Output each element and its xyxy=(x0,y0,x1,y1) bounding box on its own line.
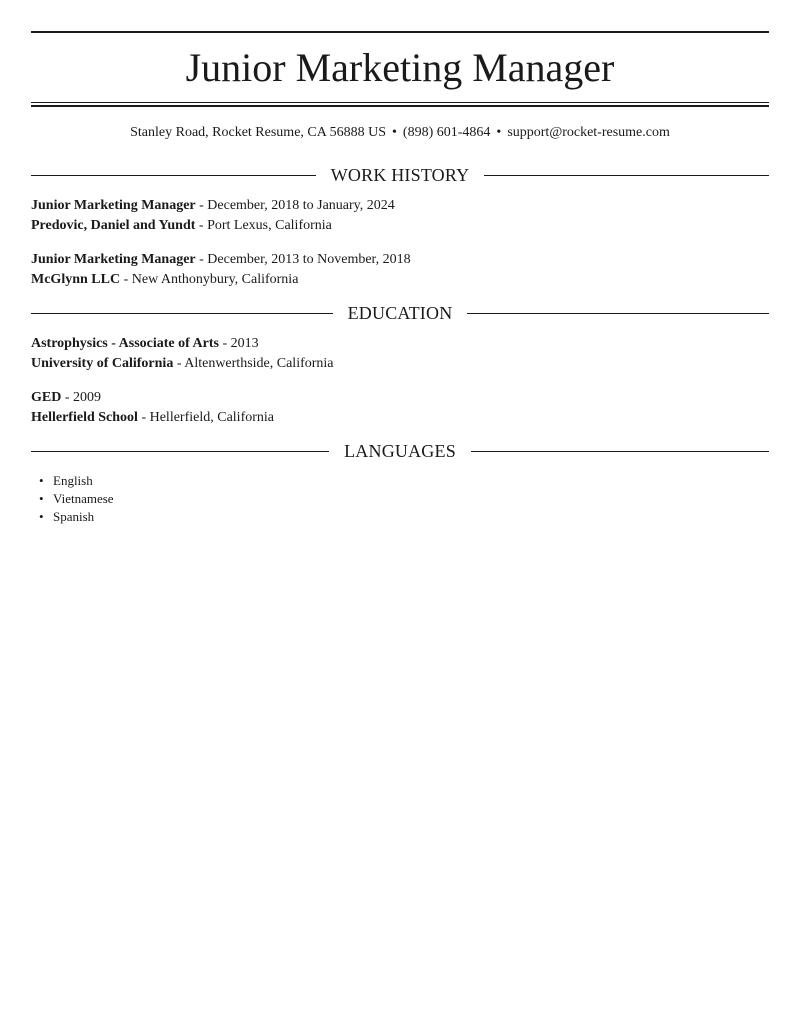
contact-separator: • xyxy=(496,125,502,140)
contact-line xyxy=(31,123,769,143)
education-school-line xyxy=(31,354,769,374)
section-header-languages xyxy=(31,439,769,463)
work-dates: - December, 2013 to November, 2018 xyxy=(195,252,411,267)
section-rule-right xyxy=(484,175,769,176)
work-entry-company-line xyxy=(31,216,769,236)
education-year: - 2009 xyxy=(61,390,102,405)
list-item xyxy=(39,508,114,526)
contact-email: support@rocket-resume.com xyxy=(507,125,670,140)
work-dates: - December, 2018 to January, 2024 xyxy=(195,198,395,213)
title-rule-thick xyxy=(31,105,769,107)
language-name: Spanish xyxy=(53,509,95,524)
education-location: - Altenwerthside, California xyxy=(173,356,334,371)
section-rule-left xyxy=(31,175,316,176)
language-name: Vietnamese xyxy=(53,491,114,506)
list-item xyxy=(39,490,114,508)
work-entry-company-line xyxy=(31,270,769,290)
language-name: English xyxy=(53,473,93,488)
education-school: University of California xyxy=(31,356,174,371)
education-degree-line xyxy=(31,388,769,408)
work-entry-title-line xyxy=(31,250,769,270)
section-rule-left xyxy=(31,451,329,452)
work-role: Junior Marketing Manager xyxy=(31,198,196,213)
education-entry xyxy=(31,334,769,374)
section-header-education xyxy=(31,301,769,325)
resume-title: Junior Marketing Manager xyxy=(185,45,615,90)
contact-separator: • xyxy=(392,125,397,140)
contact-address: Stanley Road, Rocket Resume, CA 56888 US xyxy=(130,125,386,140)
work-company: McGlynn LLC xyxy=(31,272,121,287)
work-entry xyxy=(31,196,769,236)
education-year: - 2013 xyxy=(218,336,259,351)
work-location: - New Anthonybury, California xyxy=(120,272,299,287)
work-role: Junior Marketing Manager xyxy=(31,252,196,267)
languages-list xyxy=(39,472,114,526)
work-company: Predovic, Daniel and Yundt xyxy=(31,218,196,233)
section-rule-right xyxy=(467,313,769,314)
work-location: - Port Lexus, California xyxy=(195,218,332,233)
education-entry xyxy=(31,388,769,428)
title-rule-thin xyxy=(31,102,769,103)
education-degree: GED xyxy=(31,390,62,405)
education-location: - Hellerfield, California xyxy=(137,410,274,425)
bullet-icon: • xyxy=(39,491,44,506)
section-header-work-history xyxy=(31,163,769,187)
work-entry-title-line xyxy=(31,196,769,216)
contact-phone: (898) 601-4864 xyxy=(402,125,491,140)
education-school-line xyxy=(31,408,769,428)
section-title-languages: LANGUAGES xyxy=(344,441,456,461)
list-item xyxy=(39,472,114,490)
work-entry xyxy=(31,250,769,290)
education-degree-line xyxy=(31,334,769,354)
top-rule xyxy=(31,31,769,33)
education-school: Hellerfield School xyxy=(31,410,138,425)
section-rule-left xyxy=(31,313,333,314)
section-rule-right xyxy=(471,451,769,452)
education-degree: Astrophysics - Associate of Arts xyxy=(31,336,219,351)
bullet-icon: • xyxy=(39,473,44,488)
bullet-icon: • xyxy=(39,509,44,524)
section-title-work-history: WORK HISTORY xyxy=(330,165,470,185)
section-title-education: EDUCATION xyxy=(347,303,453,323)
